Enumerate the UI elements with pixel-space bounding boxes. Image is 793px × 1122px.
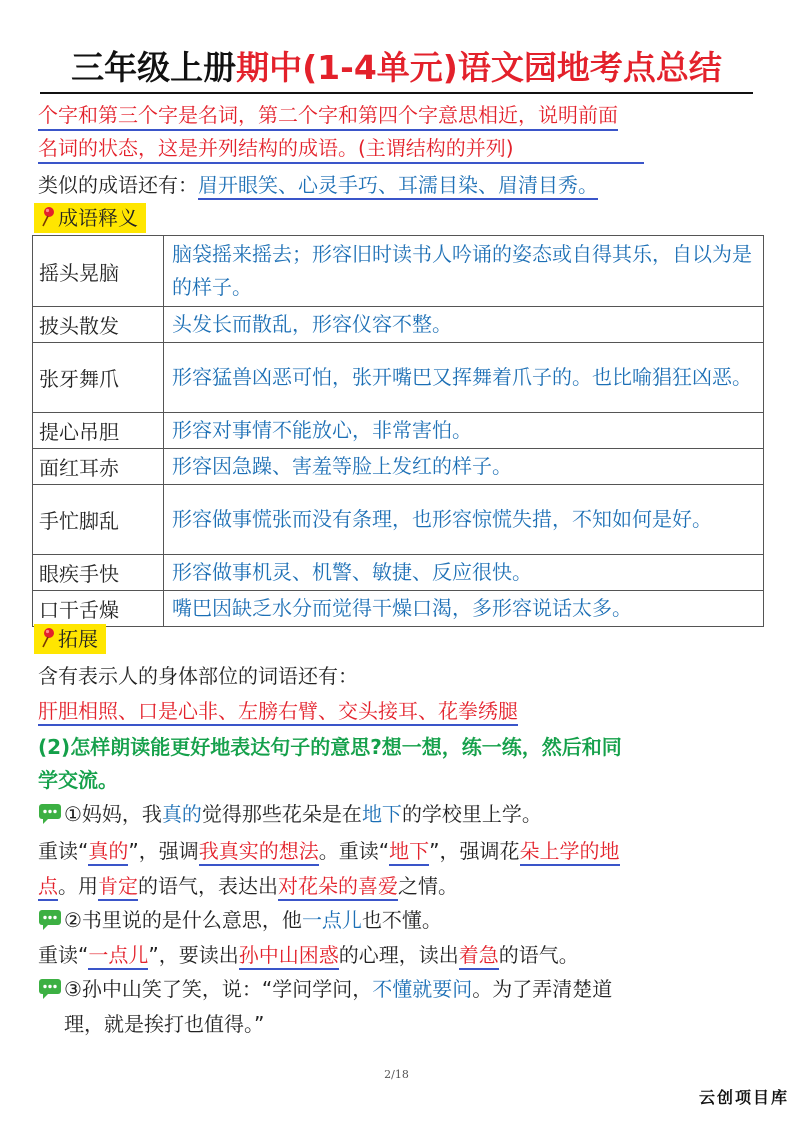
table-row: [33, 307, 764, 343]
idiom-definition: 嘴巴因缺乏水分而觉得干燥口渴，多形容说话太多。: [164, 591, 764, 627]
title-part-topic: 期中(1-4单元)语文园地考点总结: [236, 48, 722, 87]
idiom-term: 披头散发: [33, 307, 164, 343]
section-heading-expand: [34, 624, 106, 654]
item1-emphasis-2: 地下: [361, 802, 402, 826]
table-row: [33, 591, 764, 627]
idiom-term: 张牙舞爪: [33, 343, 164, 413]
note1-c: ”，强调: [128, 839, 199, 863]
idiom-term: 面红耳赤: [33, 449, 164, 485]
item2-emphasis: 一点儿: [301, 908, 362, 932]
note1-emph-m: 对花朵的喜爱: [278, 874, 398, 901]
expand-line-2: [38, 697, 518, 725]
idiom-term: 口干舌燥: [33, 591, 164, 627]
note1-emph-d: 我真实的想法: [199, 839, 319, 866]
expand-idioms: 肝胆相照、口是心非、左膀右臂、交头接耳、花拳绣腿: [38, 699, 518, 726]
idiom-definition: 形容因急躁、害羞等脸上发红的样子。: [164, 449, 764, 485]
table-row: [33, 343, 764, 413]
section-expand-label: 拓展: [58, 627, 98, 651]
item1-text-a: ①妈妈，我: [64, 802, 162, 826]
example-item-2: [38, 906, 442, 934]
title-underline: [40, 92, 753, 94]
note1-n: 之情。: [398, 874, 458, 898]
note1-emph-i: 点: [38, 874, 58, 901]
title-part-grade: 三年级上册: [71, 48, 237, 87]
note1-emph-h: 朵上学的地: [520, 839, 620, 866]
example-item-1: [38, 800, 542, 828]
table-row: [33, 555, 764, 591]
speech-bubble-icon: [38, 803, 62, 825]
pushpin-icon: [40, 627, 56, 649]
note1-emph-f: 地下: [389, 839, 429, 866]
item3-text-a: ③孙中山笑了笑，说：“学问学问，: [64, 977, 373, 1001]
note1-emph-b: 真的: [88, 839, 128, 866]
note2-e: 的心理，读出: [338, 943, 459, 967]
expand-line-1: 含有表示人的身体部位的词语还有：: [38, 664, 358, 688]
item1-emphasis-1: 真的: [161, 802, 202, 826]
idiom-definition: 头发长而散乱，形容仪容不整。: [164, 307, 764, 343]
note2-c: ”，要读出: [148, 943, 239, 967]
note1-l: 的语气，表达出: [138, 874, 278, 898]
note2-emph-f: 着急: [459, 943, 499, 970]
idiom-definition: 形容做事慌张而没有条理，也形容惊慌失措，不知如何是好。: [164, 485, 764, 555]
item3-continuation: 理，就是挨打也值得。”: [64, 1012, 265, 1036]
section-heading-idioms: [34, 203, 146, 233]
item3-emphasis: 不懂就要问: [372, 977, 473, 1001]
watermark: 云创项目库: [698, 1088, 789, 1107]
section-idioms-label: 成语释义: [58, 206, 138, 230]
idiom-definition: 形容对事情不能放心，非常害怕。: [164, 413, 764, 449]
idiom-table: [32, 235, 764, 627]
idiom-definition: 形容做事机灵、机警、敏捷、反应很快。: [164, 555, 764, 591]
intro-line-2: [38, 134, 644, 164]
item1-note-line-1: [38, 837, 620, 865]
item1-text-e: 的学校里上学。: [401, 802, 542, 826]
idiom-term: 手忙脚乱: [33, 485, 164, 555]
note1-emph-k: 肯定: [98, 874, 138, 901]
intro-line-2-text: 名词的状态，这是并列结构的成语。(主谓结构的并列): [38, 134, 644, 164]
note2-a: 重读“: [38, 943, 89, 967]
note2-emph-b: 一点儿: [88, 943, 148, 970]
question-line-2: 学交流。: [38, 768, 118, 792]
note2-g: 的语气。: [498, 943, 579, 967]
pushpin-icon: [40, 206, 56, 228]
table-row: [33, 485, 764, 555]
idiom-term: 摇头晃脑: [33, 236, 164, 307]
note1-j: 。用: [58, 874, 98, 898]
item1-note-line-2: [38, 872, 458, 900]
page-title: [0, 42, 793, 89]
question-line-1: (2)怎样朗读能更好地表达句子的意思?想一想，练一练，然后和同: [38, 735, 622, 759]
item1-text-c: 觉得那些花朵是在: [201, 802, 362, 826]
speech-bubble-icon: [38, 909, 62, 931]
table-row: [33, 236, 764, 307]
note1-e: 。重读“: [318, 839, 390, 863]
idiom-definition: 形容猛兽凶恶可怕，张开嘴巴又挥舞着爪子的。也比喻猖狂凶恶。: [164, 343, 764, 413]
table-row: [33, 413, 764, 449]
similar-idioms-line: [38, 171, 598, 199]
intro-line-1-text: 个字和第三个字是名词，第二个字和第四个字意思相近，说明前面: [38, 101, 618, 131]
item2-text-c: 也不懂。: [361, 908, 442, 932]
example-item-3: [38, 975, 612, 1003]
similar-label: 类似的成语还有：: [38, 173, 198, 197]
item3-text-c: 。为了弄清楚道: [472, 977, 613, 1001]
similar-items: 眉开眼笑、心灵手巧、耳濡目染、眉清目秀。: [198, 173, 598, 200]
item2-text-a: ②书里说的是什么意思，他: [64, 908, 302, 932]
page-number: 2/18: [384, 1068, 409, 1081]
note1-a: 重读“: [38, 839, 89, 863]
item2-note-line: [38, 941, 579, 969]
idiom-term: 眼疾手快: [33, 555, 164, 591]
speech-bubble-icon: [38, 978, 62, 1000]
table-row: [33, 449, 764, 485]
intro-line-1: [38, 101, 618, 131]
idiom-definition: 脑袋摇来摇去；形容旧时读书人吟诵的姿态或自得其乐，自以为是的样子。: [164, 236, 764, 307]
note2-emph-d: 孙中山困惑: [239, 943, 339, 970]
note1-g: ”，强调花: [429, 839, 520, 863]
idiom-term: 提心吊胆: [33, 413, 164, 449]
